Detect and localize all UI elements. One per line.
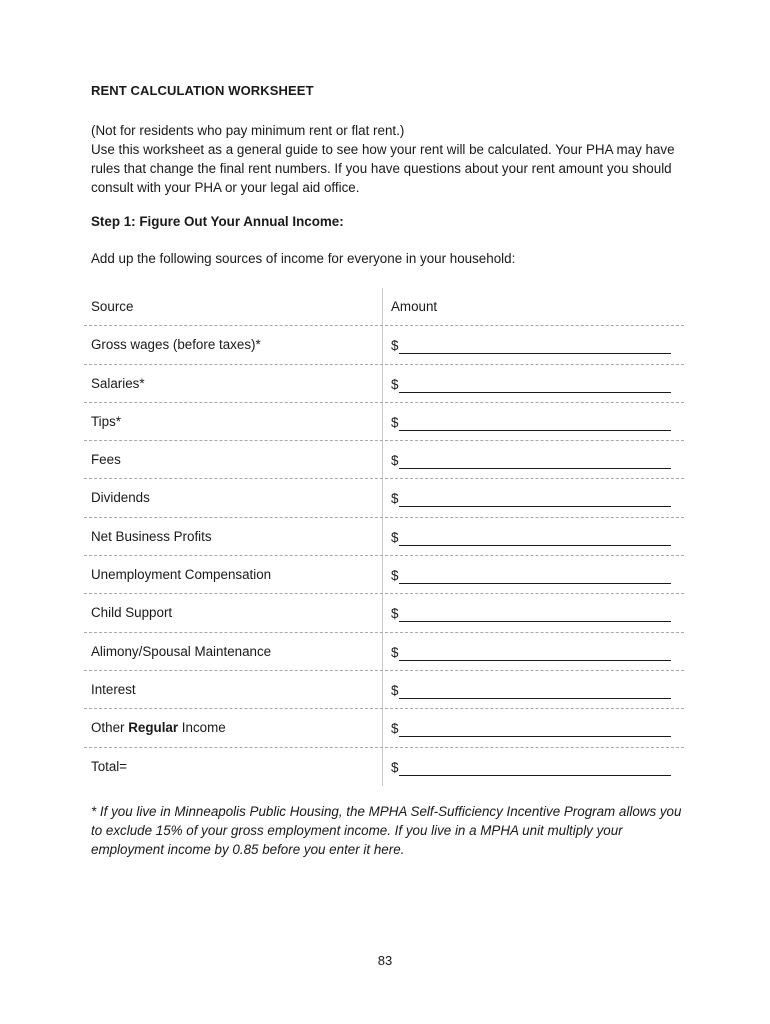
currency-symbol: $ <box>391 376 399 392</box>
amount-blank[interactable] <box>399 760 671 776</box>
source-suffix: Income <box>178 720 226 736</box>
income-table <box>84 288 684 786</box>
source-tips: Tips* <box>91 413 122 429</box>
amount-field-unemployment[interactable] <box>391 567 671 584</box>
source-fees: Fees <box>91 452 121 468</box>
amount-field-child-support[interactable] <box>391 605 671 622</box>
source-child-support: Child Support <box>91 605 173 621</box>
source-dividends: Dividends <box>91 490 150 506</box>
amount-blank[interactable] <box>399 491 671 507</box>
amount-field-dividends[interactable] <box>391 490 671 507</box>
amount-field-total[interactable] <box>391 759 671 776</box>
amount-blank[interactable] <box>399 645 671 661</box>
currency-symbol: $ <box>391 759 399 775</box>
source-bold: Regular <box>128 720 179 736</box>
currency-symbol: $ <box>391 338 399 354</box>
amount-field-interest[interactable] <box>391 682 671 699</box>
table-row <box>84 671 684 709</box>
currency-symbol: $ <box>391 491 399 507</box>
currency-symbol: $ <box>391 644 399 660</box>
table-row <box>84 633 684 671</box>
table-row <box>84 403 684 441</box>
table-row-total <box>84 748 684 786</box>
amount-field-salaries[interactable] <box>391 376 671 393</box>
currency-symbol: $ <box>391 453 399 469</box>
mpha-footnote: * If you live in Minneapolis Public Housing, the MPHA Self-Sufficiency Incentive Program allows you to exclude 15% of your gross employment income. If you live in a MPHA unit multiply your employment income by 0.85 before you enter it here. <box>91 804 682 857</box>
source-salaries: Salaries* <box>91 375 145 391</box>
table-row <box>84 556 684 594</box>
amount-blank[interactable] <box>399 530 671 546</box>
source-gross-wages: Gross wages (before taxes)* <box>91 337 261 353</box>
amount-blank[interactable] <box>399 683 671 699</box>
amount-blank[interactable] <box>399 415 671 431</box>
table-header-row <box>84 288 684 326</box>
amount-field-fees[interactable] <box>391 452 671 469</box>
table-row <box>84 709 684 747</box>
amount-field-alimony[interactable] <box>391 644 671 661</box>
amount-field-gross-wages[interactable] <box>391 337 671 354</box>
table-row <box>84 326 684 364</box>
source-alimony: Alimony/Spousal Maintenance <box>91 643 272 659</box>
income-instruction: Add up the following sources of income for everyone in your household: <box>91 251 516 266</box>
table-row <box>84 441 684 479</box>
source-interest: Interest <box>91 681 136 697</box>
amount-blank[interactable] <box>399 568 671 584</box>
step-1-heading: Step 1: Figure Out Your Annual Income: <box>91 214 344 229</box>
source-unemployment: Unemployment Compensation <box>91 567 272 583</box>
currency-symbol: $ <box>391 606 399 622</box>
source-prefix: Other <box>91 720 129 736</box>
source-total: Total= <box>91 758 128 774</box>
document-title: RENT CALCULATION WORKSHEET <box>91 83 314 98</box>
amount-blank[interactable] <box>399 377 671 393</box>
currency-symbol: $ <box>391 721 399 737</box>
amount-field-tips[interactable] <box>391 414 671 431</box>
table-row <box>84 594 684 632</box>
intro-note: (Not for residents who pay minimum rent or flat rent.) <box>91 123 405 138</box>
table-row <box>84 479 684 517</box>
intro-guidance: Use this worksheet as a general guide to see how your rent will be calculated. Your PHA may have rules that change the final rent numbers. If you have questions about your rent amount you should consult with your PHA or your legal aid office. <box>91 142 675 195</box>
amount-field-net-business-profits[interactable] <box>391 529 671 546</box>
currency-symbol: $ <box>391 682 399 698</box>
table-row <box>84 518 684 556</box>
page-number: 83 <box>377 953 393 968</box>
header-amount: Amount <box>391 299 438 314</box>
amount-blank[interactable] <box>399 338 671 354</box>
source-other-regular-income <box>91 720 226 735</box>
amount-blank[interactable] <box>399 453 671 469</box>
table-row <box>84 365 684 403</box>
intro-text <box>91 121 691 197</box>
amount-field-other-regular-income[interactable] <box>391 720 671 737</box>
source-net-business-profits: Net Business Profits <box>91 528 212 544</box>
currency-symbol: $ <box>391 414 399 430</box>
currency-symbol: $ <box>391 529 399 545</box>
amount-blank[interactable] <box>399 606 671 622</box>
amount-blank[interactable] <box>399 721 671 737</box>
currency-symbol: $ <box>391 568 399 584</box>
header-source: Source <box>91 299 134 314</box>
